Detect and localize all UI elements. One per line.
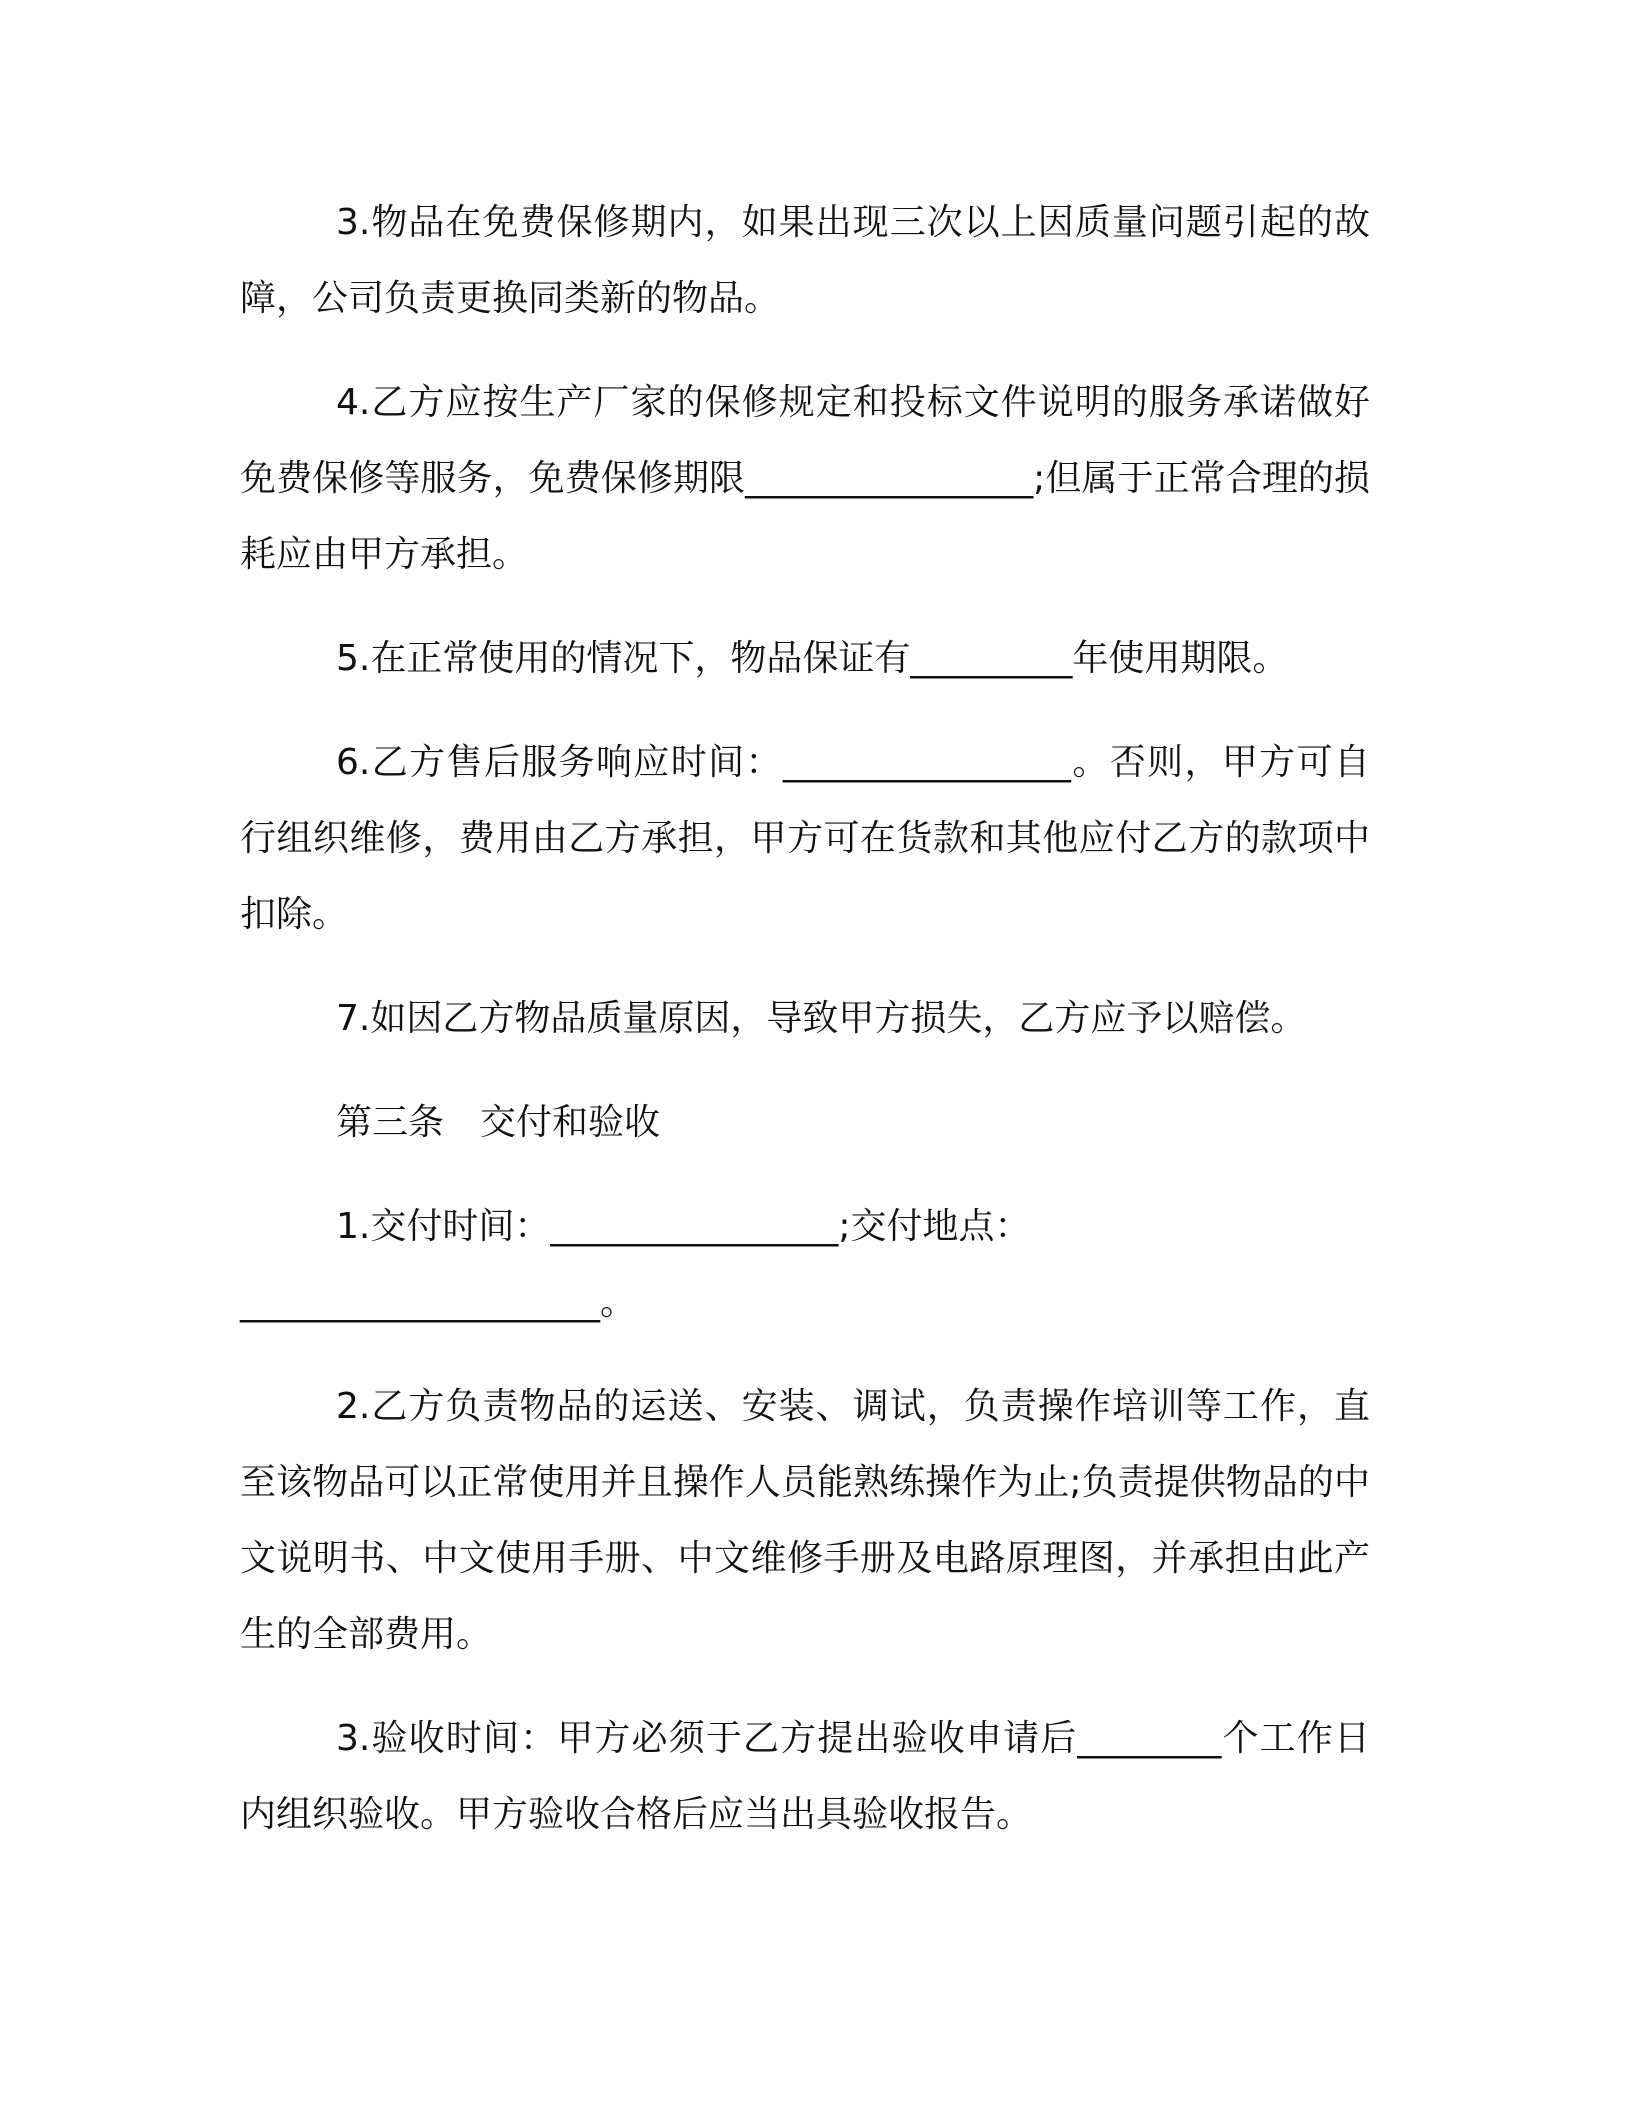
section-heading-delivery: 第三条 交付和验收 — [336, 1102, 661, 1143]
paragraph-compensation: 7.如因乙方物品质量原因，导致甲方损失，乙方应予以赔偿。 — [336, 998, 1307, 1039]
paragraph-acceptance: 3.验收时间：甲方必须于乙方提出验收申请后________个工作日内组织验收。甲方验收合格后应当出具验收报告。 — [240, 1718, 1370, 1835]
paragraph-warranty-replacement: 3.物品在免费保修期内，如果出现三次以上因质量问题引起的故障，公司负责更换同类新的物品。 — [240, 202, 1370, 319]
paragraph-usage-period: 5.在正常使用的情况下，物品保证有_________年使用期限。 — [336, 638, 1289, 679]
paragraph-response-time: 6.乙方售后服务响应时间：________________。否则，甲方可自行组织维修，费用由乙方承担，甲方可在货款和其他应付乙方的款项中扣除。 — [240, 742, 1370, 935]
paragraph-delivery-time-place: 1.交付时间：________________;交付地点：____________________。 — [240, 1206, 1031, 1323]
paragraph-installation: 2.乙方负责物品的运送、安装、调试，负责操作培训等工作，直至该物品可以正常使用并且操作人员能熟练操作为止;负责提供物品的中文说明书、中文使用手册、中文维修手册及电路原理图，并承担由此产生的全部费用。 — [240, 1386, 1370, 1655]
document-body — [240, 185, 1370, 1881]
paragraph-warranty-service: 4.乙方应按生产厂家的保修规定和投标文件说明的服务承诺做好免费保修等服务，免费保修期限________________;但属于正常合理的损耗应由甲方承担。 — [240, 382, 1370, 575]
